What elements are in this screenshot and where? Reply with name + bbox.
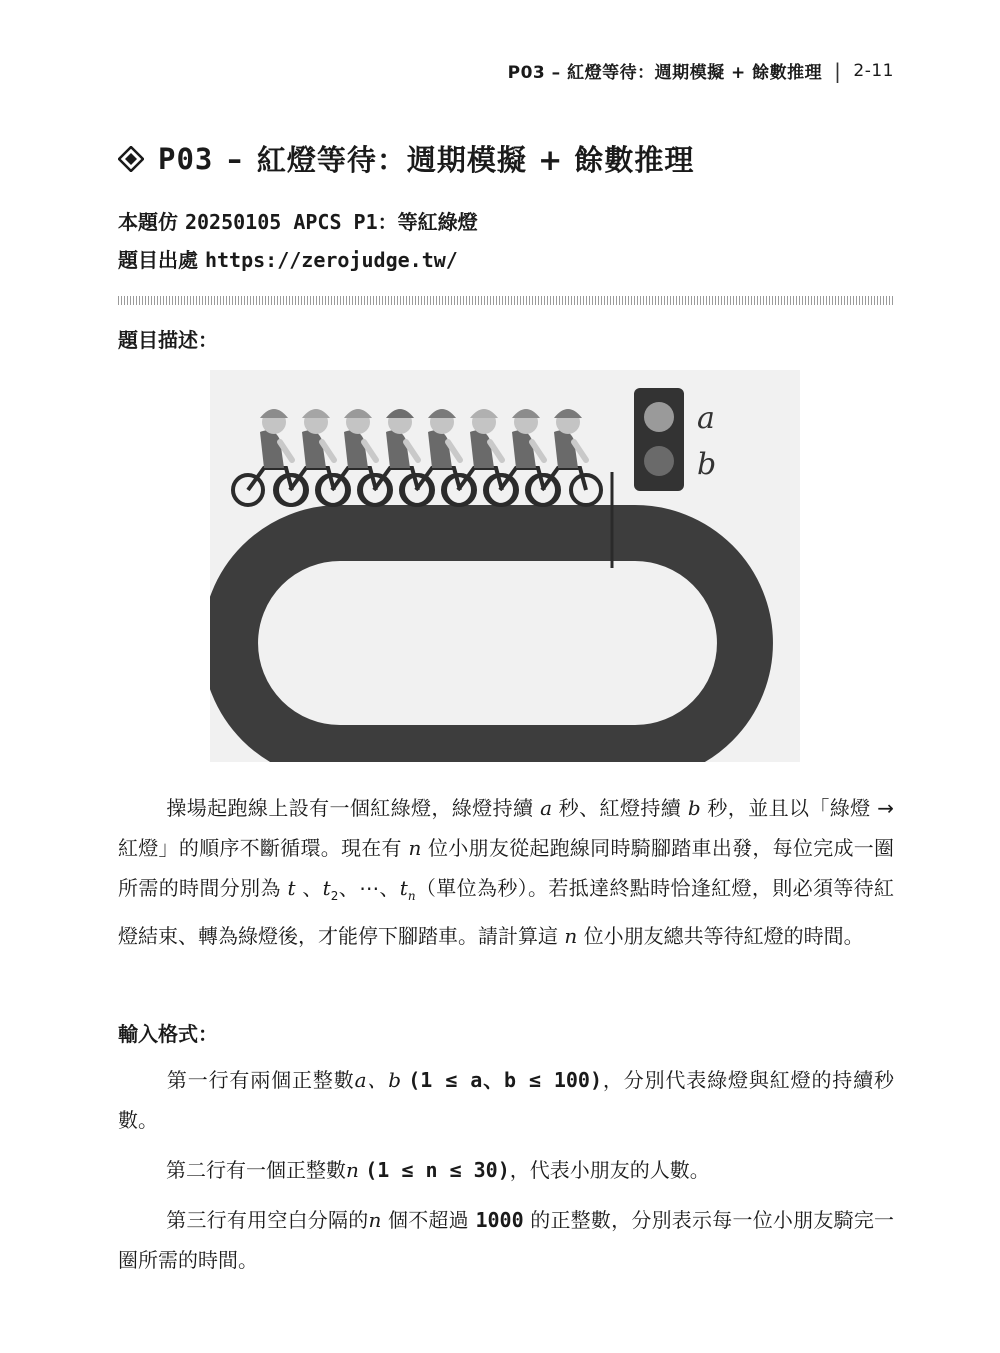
input-line-3: 第三行有用空白分隔的n 個不超過 1000 的正整數，分別表示每一位小朋友騎完一圈所需的時間。 xyxy=(118,1208,895,1272)
cyclist xyxy=(401,409,475,505)
cyclist xyxy=(443,409,517,505)
light-label-b: b xyxy=(697,447,717,482)
green-lamp xyxy=(644,402,674,432)
cyclist xyxy=(317,409,391,505)
title-code: P03 xyxy=(158,141,214,176)
page-number: 2-11 xyxy=(853,60,894,81)
running-header xyxy=(508,58,894,83)
description-heading: 題目描述： xyxy=(118,328,218,352)
title-text: 紅燈等待：週期模擬 + 餘數推理 xyxy=(256,143,695,177)
origin-url[interactable]: https://zerojudge.tw/ xyxy=(204,248,458,272)
track-illustration xyxy=(210,370,800,762)
cyclist xyxy=(485,409,559,505)
input-format-heading: 輸入格式： xyxy=(118,1022,218,1046)
origin-label: 題目出處 xyxy=(118,248,198,272)
cyclist xyxy=(233,409,307,505)
diamond-icon xyxy=(118,146,144,172)
running-track xyxy=(230,533,745,753)
cyclist xyxy=(275,409,349,505)
page-title xyxy=(118,138,694,179)
red-lamp xyxy=(644,446,674,476)
cyclist-group xyxy=(233,409,601,505)
track-svg xyxy=(210,370,800,762)
running-title: P03 – 紅燈等待：週期模擬 + 餘數推理 xyxy=(507,63,823,83)
origin-line xyxy=(118,244,458,273)
input-line-2: 第二行有一個正整數n (1 ≤ n ≤ 30)，代表小朋友的人數。 xyxy=(166,1158,710,1182)
source-line xyxy=(118,206,478,235)
source-suffix: ：等紅綠燈 xyxy=(377,210,478,234)
light-label-a: a xyxy=(697,401,715,436)
input-line-1: 第一行有兩個正整數a、b (1 ≤ a、b ≤ 100)，分別代表綠燈與紅燈的持續秒數。 xyxy=(118,1068,895,1132)
cyclist xyxy=(359,409,433,505)
source-exam: 20250105 APCS P1 xyxy=(184,210,378,234)
header-separator: | xyxy=(834,58,842,83)
title-dash: – xyxy=(227,141,243,176)
source-prefix: 本題仿 xyxy=(118,210,178,234)
description-paragraph: 操場起跑線上設有一個紅綠燈，綠燈持續 a 秒、紅燈持續 b 秒，並且以「綠燈 → 紅燈」的順序不斷循環。現在有 n 位小朋友從起跑線同時騎腳踏車出發，每位完成一圈所需的時間分別為 t 、$t_2$、⋯、$t_n$（單位為秒）。若抵達終點時恰逢紅燈，則必須等待紅燈結束、轉為綠燈後，才能停下腳踏車。請計算這 n 位小朋友總共等待紅燈的時間。 xyxy=(118,796,895,948)
section-divider xyxy=(118,296,894,305)
cyclist xyxy=(527,409,601,505)
